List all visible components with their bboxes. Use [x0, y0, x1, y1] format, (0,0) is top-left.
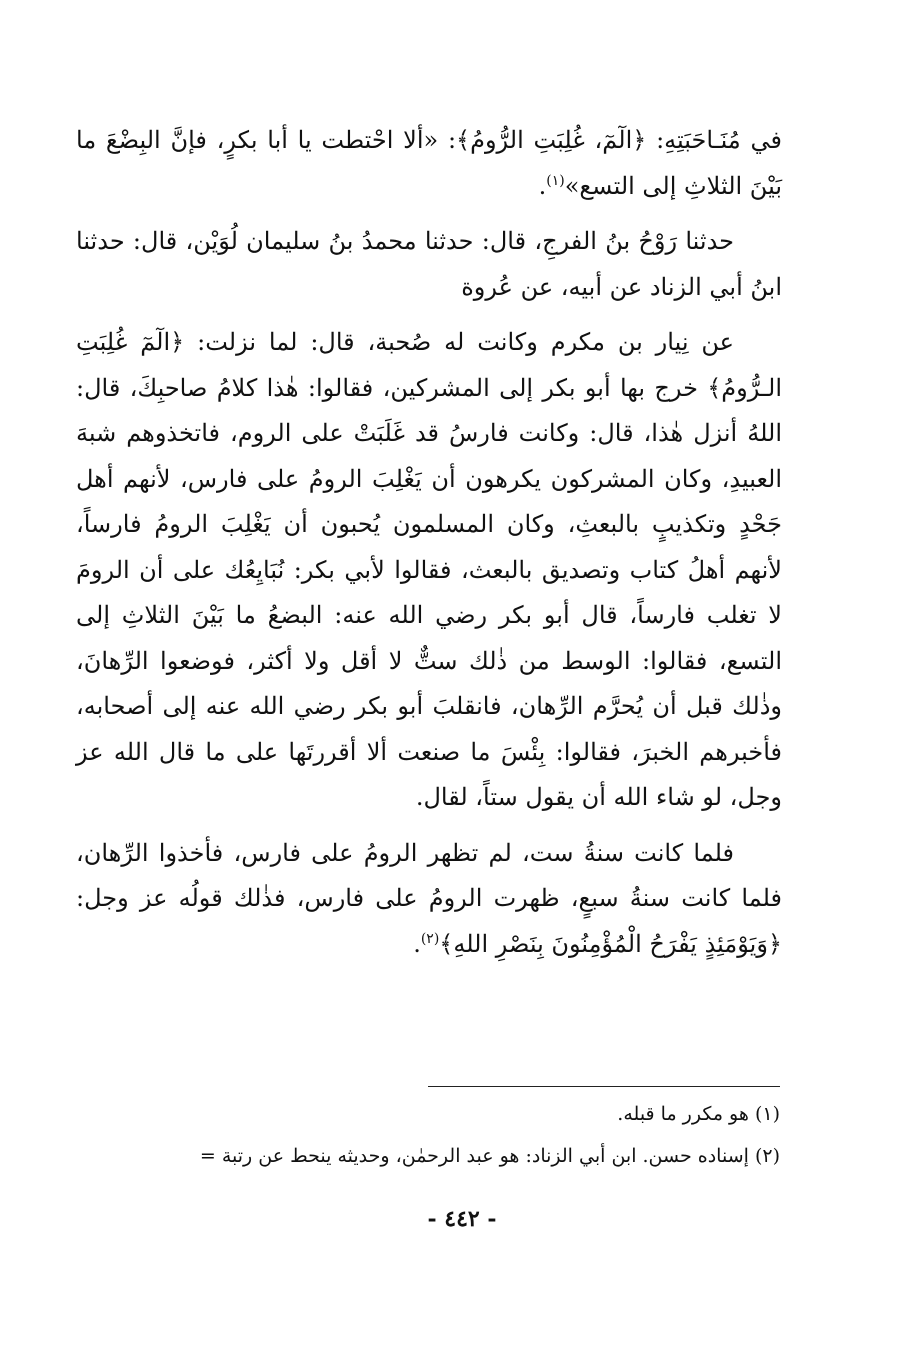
paragraph-3-hadith [76, 320, 782, 821]
footnotes [30, 1098, 780, 1173]
main-text [76, 118, 782, 967]
footnote-mark-2: (٢) [420, 930, 440, 947]
footnote-2-text: إسناده حسن. ابن أبي الزناد: هو عبد الرحمٰن، وحديثه ينحط عن رتبة = [199, 1145, 749, 1167]
footnote-1-mark: (١) [754, 1103, 780, 1125]
footnote-2-mark: (٢) [754, 1145, 780, 1167]
paragraph-4 [76, 831, 782, 968]
page-number: - ٤٤٢ - [427, 1206, 497, 1232]
paragraph-4-text: فلما كانت سنةُ ست، لم تظهر الرومُ على فارس، فأخذوا الرِّهان، فلما كانت سنةُ سبعٍ، ظهرت الرومُ على فارس، فذٰلك قولُه عز وجل: ﴿وَيَوْمَئِذٍ يَفْرَحُ الْمُؤْمِنُونَ بِنَصْرِ اللهِ﴾ [76, 838, 782, 958]
footnote-2 [30, 1140, 780, 1173]
footnote-1 [30, 1098, 780, 1131]
footnote-mark-1: (١) [546, 172, 565, 189]
paragraph-1 [76, 118, 782, 209]
paragraph-3-text: عن نِيار بن مكرم وكانت له صُحبة، قال: لما نزلت: ﴿الٓمٓ غُلِبَتِ الـرُّومُ﴾ خرج بها أبو بكر إلى المشركين، فقالوا: هٰذا كلامُ صاحبِكَ، قال: اللهُ أنزل هٰذا، قال: وكانت فارسُ قد غَلَبَتْ على الروم، فاتخذوهم شبهَ العبيدِ، وكان المشركون يكرهون أن يَغْلِبَ الرومُ على فارس، لأنهم أهل جَحْدٍ وتكذيبٍ بالبعثِ، وكان المسلمون يُحبون أن يَغْلِبَ الرومُ فارساً، لأنهم أهلُ كتاب وتصديق بالبعث، فقالوا لأبي بكر: نُبَايِعُك على أن الرومَ لا تغلب فارساً، قال أبو بكر رضي الله عنه: البضعُ ما بَيْنَ الثلاثِ إلى التسع، فقالوا: الوسط من ذٰلك ستٌّ لا أقل ولا أكثر، فوضعوا الرِّهانَ، وذٰلك قبل أن يُحرَّم الرِّهان، فانقلبَ أبو بكر رضي الله عنه إلى أصحابه، فأخبرهم الخبرَ، فقالوا: بِئْسَ ما صنعت ألا أقررتَها على ما قال الله عز وجل، لو شاء الله أن يقول ستاً، لقال. [76, 328, 782, 811]
paragraph-1-text: في مُنَـاحَبَتِهِ: ﴿الٓمٓ، غُلِبَتِ الرُّومُ﴾: «ألا احْتطت يا أبا بكرٍ، فإنَّ البِضْعَ ما بَيْنَ الثلاثِ إلى التسع» [76, 126, 782, 200]
paragraph-2-isnad [76, 219, 782, 310]
paragraph-1-tail: . [538, 171, 547, 200]
paragraph-4-tail: . [413, 929, 421, 958]
footnote-1-text: هو مكرر ما قبله. [617, 1103, 749, 1125]
footnote-divider [428, 1086, 780, 1087]
paragraph-2-text: حدثنا رَوْحُ بنُ الفرجِ، قال: حدثنا محمدُ بنُ سليمان لُوَيْن، قال: حدثنا ابنُ أبي الزناد عن أبيه، عن عُروة [76, 227, 782, 301]
